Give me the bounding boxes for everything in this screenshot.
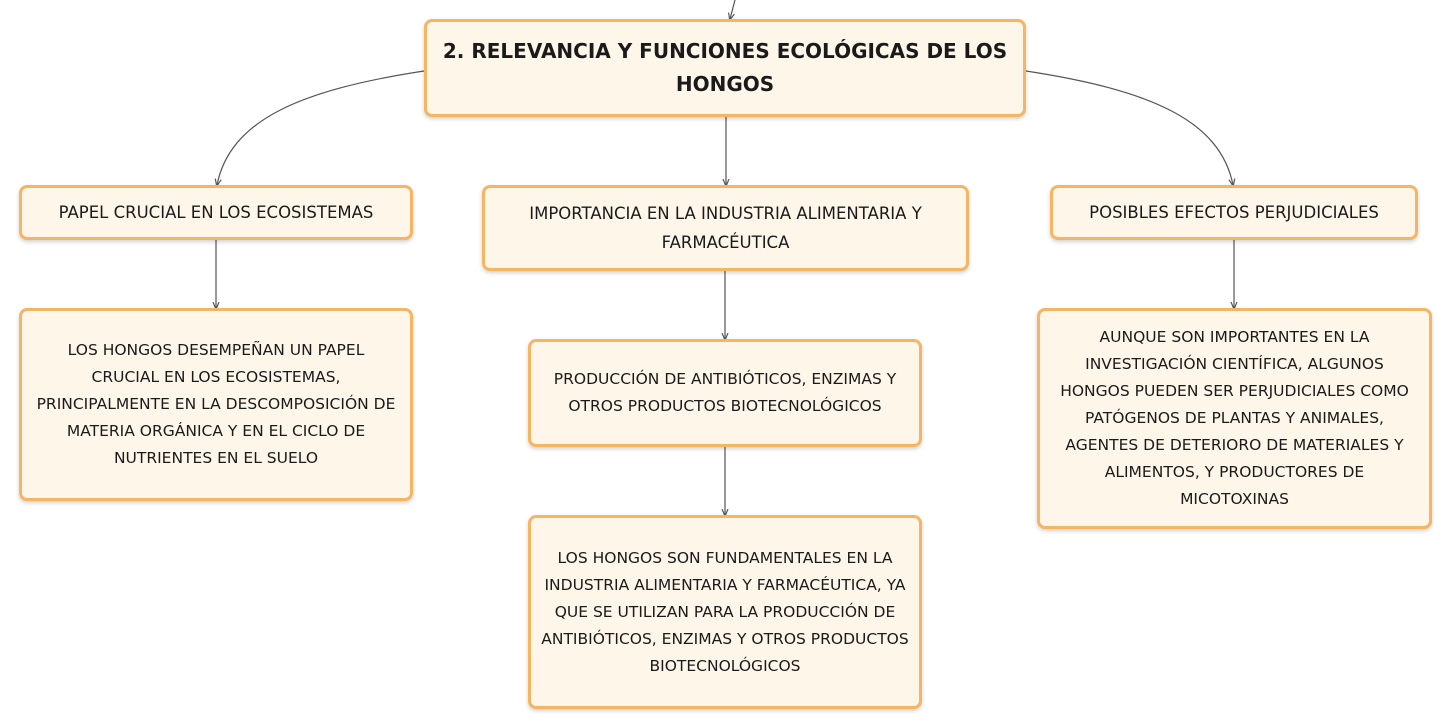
- root-title: 2. RELEVANCIA Y FUNCIONES ECOLÓGICAS DE LOS HONGOS: [442, 39, 1008, 96]
- connector-root-to-effects: [1026, 71, 1233, 185]
- industry-detail-node[interactable]: [528, 515, 922, 709]
- industry-detail-text: LOS HONGOS SON FUNDAMENTALES EN LA INDUSTRIA ALIMENTARIA Y FARMACÉUTICA, YA QUE SE UTILIZAN PARA LA PRODUCCIÓN DE ANTIBIÓTICOS, ENZIMAS Y OTROS PRODUCTOS BIOTECNOLÓGICOS: [541, 548, 909, 675]
- connector-root-to-ecosystems: [217, 71, 424, 185]
- ecosystems-label: PAPEL CRUCIAL EN LOS ECOSISTEMAS: [58, 203, 374, 222]
- industry-node[interactable]: [482, 185, 969, 271]
- production-node[interactable]: [528, 339, 922, 447]
- root-node[interactable]: [424, 19, 1026, 117]
- harmful-effects-detail-node[interactable]: [1037, 308, 1432, 529]
- harmful-effects-node[interactable]: [1050, 185, 1418, 240]
- ecosystems-detail-node[interactable]: [19, 308, 413, 501]
- industry-label: IMPORTANCIA EN LA INDUSTRIA ALIMENTARIA Y FARMACÉUTICA: [529, 204, 922, 252]
- harmful-effects-detail-text: AUNQUE SON IMPORTANTES EN LA INVESTIGACIÓN CIENTÍFICA, ALGUNOS HONGOS PUEDEN SER PERJUDICIALES COMO PATÓGENOS DE PLANTAS Y ANIMALES, AGENTES DE DETERIORO DE MATERIALES Y ALIMENTOS, Y PRODUCTORES DE MICOTOXINAS: [1060, 328, 1409, 508]
- ecosystems-node[interactable]: [19, 185, 413, 240]
- production-text: PRODUCCIÓN DE ANTIBIÓTICOS, ENZIMAS Y OTROS PRODUCTOS BIOTECNOLÓGICOS: [553, 370, 897, 415]
- ecosystems-detail-text: LOS HONGOS DESEMPEÑAN UN PAPEL CRUCIAL EN LOS ECOSISTEMAS, PRINCIPALMENTE EN LA DESCOMPOSICIÓN DE MATERIA ORGÁNICA Y EN EL CICLO DE NUTRIENTES EN EL SUELO: [36, 341, 396, 467]
- incoming-connector: [730, 0, 735, 19]
- harmful-effects-label: POSIBLES EFECTOS PERJUDICIALES: [1089, 203, 1379, 222]
